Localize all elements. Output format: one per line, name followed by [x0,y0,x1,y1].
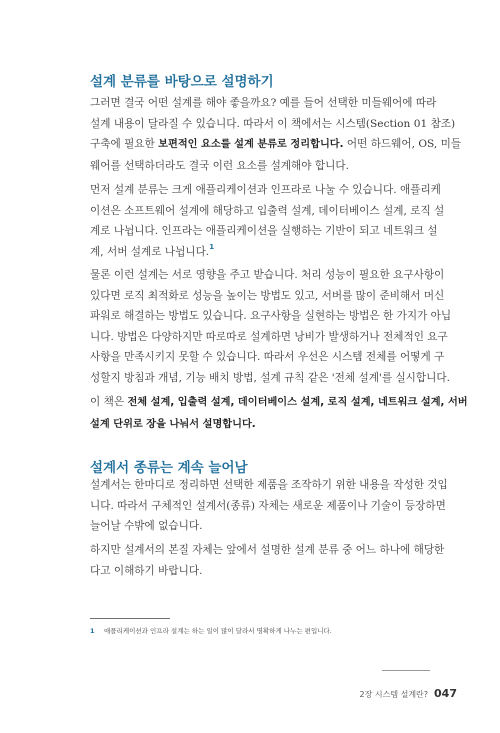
text-run: 구축에 필요한 [90,138,159,150]
paragraph-design-categories [90,180,445,262]
text-line: 파워로 해결하는 방법도 있습니다. 요구사항을 실현하는 방법은 한 가지가 아닙 [90,310,452,322]
text-line: 물론 이런 설계는 서로 영향을 주고 받습니다. 처리 성능이 필요한 요구사항이 [90,269,445,281]
section-heading-design-classification: 설계 분류를 바탕으로 설명하기 [90,74,274,90]
text-line: 있다면 로직 최적화로 성능을 높이는 방법도 있고, 서버를 많이 준비해서 머신 [90,289,445,302]
paragraph-doc-essence [90,540,445,581]
text-line: 웨어를 선택하더라도 결국 이런 요소를 설계해야 합니다. [90,159,349,172]
footer-divider [382,670,430,671]
text-run: 계, 서버 설계로 나뉩니다. [90,245,210,258]
footnote [90,626,420,635]
text-line: 하지만 설계서의 본질 자체는 앞에서 설명한 설계 분류 중 어느 하나에 해당한 [90,544,445,556]
page-number: 047 [434,687,457,700]
text-run: 이 책은 [90,396,128,408]
text-line: 먼저 설계 분류는 크게 애플리케이션과 인프라로 나눌 수 있습니다. 애플리케 [90,184,441,196]
text-line: 니다. 따라서 구체적인 설계서(종류) 자체는 새로운 제품이나 기술이 등장하면 [90,499,446,512]
text-line: 계로 나뉩니다. 인프라는 애플리케이션을 실행하는 기반이 되고 네트워크 설 [90,225,438,237]
page-footer [344,682,457,701]
text-line [90,414,415,436]
text-line: 그러면 결국 어떤 설계를 해야 좋을까요? 예를 들어 선택한 미들웨어에 따라 [90,97,437,109]
footnote-number: 1 [90,627,95,635]
text-line [90,392,468,414]
text-line: 설계 내용이 달라질 수 있습니다. 따라서 이 책에서는 시스템(Section 01 참조) [90,117,456,130]
emphasis-text: 설계 단위로 장을 나눠서 설명합니다. [90,418,256,430]
text-line [90,134,462,156]
paragraph-intro [90,93,462,176]
emphasis-text: 보편적인 요소를 설계 분류로 정리합니다. [158,139,344,150]
paragraph-book-chapters [90,392,468,435]
text-line: 이션은 소프트웨어 설계에 해당하고 입출력 설계, 데이터베이스 설계, 로직 설 [90,204,445,217]
footnote-text: 애플리케이션과 인프라 설계는 하는 일이 많이 달라서 명확하게 나누는 편입니다. [104,627,332,635]
text-line: 니다. 방법은 다양하지만 따로따로 설계하면 낭비가 발생하거나 전체적인 요구 [90,330,448,343]
text-run: 어떤 하드웨어, OS, 미들 [343,138,462,150]
text-line: 다고 이해하기 바랍니다. [90,564,203,577]
paragraph-doc-types [90,475,448,537]
chapter-label: 2장 시스템 설계란? [359,690,429,699]
text-line: 늘어날 수밖에 없습니다. [90,520,203,532]
text-line: 사항을 만족시키지 못할 수 있습니다. 따라서 우선은 시스템 전체를 어떻게 구 [90,351,445,363]
text-line: 설계서는 한마디로 정리하면 선택한 제품을 조작하기 위한 내용을 작성한 것입 [90,479,448,491]
section-heading-doc-types: 설계서 종류는 계속 늘어남 [90,460,248,476]
text-line: 성할지 방침과 개념, 기능 배치 방법, 설계 규칙 같은 '전체 설계'를 실시합니다. [90,371,450,384]
emphasis-text: 전체 설계, 입출력 설계, 데이터베이스 설계, 로직 설계, 네트워크 설계, 서버 [127,397,468,408]
text-line [90,242,415,263]
footnote-reference[interactable]: 1 [209,242,215,251]
paragraph-design-interaction [90,265,452,388]
footnote-divider [90,618,170,619]
